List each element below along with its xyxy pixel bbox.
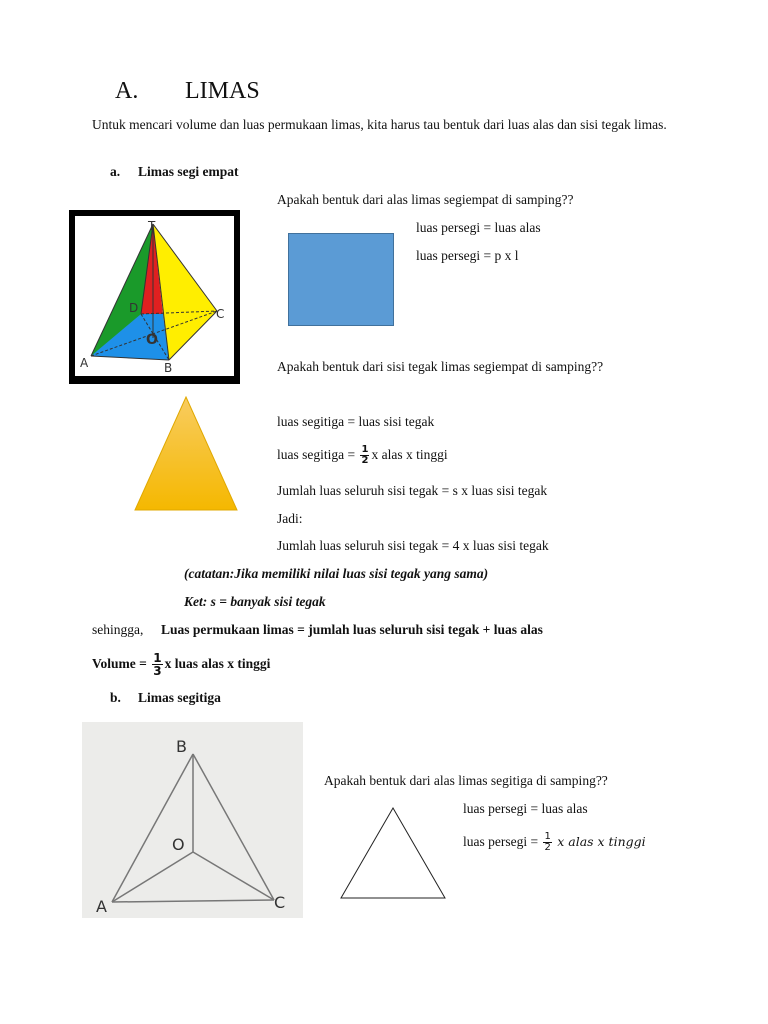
frac-num: 1 [361,444,369,456]
section-a-label: a. [110,164,121,179]
tri-pyramid-label-c: C [274,893,286,912]
fraction-one-half [360,445,369,466]
tri-pyramid-label-o: O [172,835,185,854]
section-b-label: b. [110,690,121,705]
side-line-1: luas segitiga = luas sisi tegak [277,414,435,429]
section-a-title: Limas segi empat [138,164,239,179]
frac-num: 1 [153,651,162,666]
tri-pyramid-label-b: B [176,737,187,756]
surface-formula: Luas permukaan limas = jumlah luas seluruh sisi tegak + luas alas [161,622,543,637]
question-base-b: Apakah bentuk dari alas limas segitiga di samping?? [324,773,608,788]
triangular-pyramid-figure [82,722,303,918]
frac-den: 2 [361,455,369,467]
note-1: (catatan:Jika memiliki nilai luas sisi tegak yang sama) [184,566,489,581]
volume-prefix: Volume = [92,656,147,671]
heading-title: LIMAS [185,78,260,104]
fraction-one-half-b [543,832,551,853]
base-line-1: luas persegi = luas alas [416,220,541,235]
volume-formula [92,650,270,678]
section-heading [115,78,260,105]
pyramid-label-t: T [148,219,156,233]
surface-prefix: sehingga, [92,622,144,637]
tri-pyramid-label-a: A [96,897,107,916]
side-line-2-suffix: x alas x tinggi [371,447,448,462]
side-line-4: Jadi: [277,511,303,526]
frac-den: 2 [544,842,551,854]
base-b-line-2-prefix: luas persegi = [463,834,539,849]
pyramid-label-c: C [216,307,225,321]
volume-suffix: x luas alas x tinggi [164,656,271,671]
pyramid-label-d: D [129,301,139,315]
pyramid-label-b: B [164,361,173,375]
question-base-a: Apakah bentuk dari alas limas segiempat di samping?? [277,192,574,207]
pyramid-label-a: A [80,356,89,370]
square-shape [288,233,394,326]
side-line-5: Jumlah luas seluruh sisi tegak = 4 x luas sisi tegak [277,538,549,553]
side-line-3: Jumlah luas seluruh sisi tegak = s x luas sisi tegak [277,483,548,498]
base-b-line-2-suffix: x alas x tinggi [557,834,646,849]
base-b-line-1: luas persegi = luas alas [463,801,588,816]
section-b-title: Limas segitiga [138,690,221,705]
base-b-line-2 [463,830,646,854]
fraction-one-third [152,652,162,677]
heading-number: A. [115,78,139,104]
note-2: Ket: s = banyak sisi tegak [184,594,326,609]
question-side-a: Apakah bentuk dari sisi tegak limas segiempat di samping?? [277,359,604,374]
side-line-2 [277,443,448,467]
square-pyramid-figure [69,210,240,384]
base-line-2: luas persegi = p x l [416,248,519,263]
frac-num: 1 [544,831,551,843]
frac-den: 3 [153,664,162,679]
pyramid-label-o: O [146,332,158,348]
intro-paragraph: Untuk mencari volume dan luas permukaan limas, kita harus tau bentuk dari luas alas dan sisi tegak limas. [92,117,667,132]
triangle-shape [134,396,238,512]
side-line-2-prefix: luas segitiga = [277,447,356,462]
outline-triangle-shape [338,806,448,900]
